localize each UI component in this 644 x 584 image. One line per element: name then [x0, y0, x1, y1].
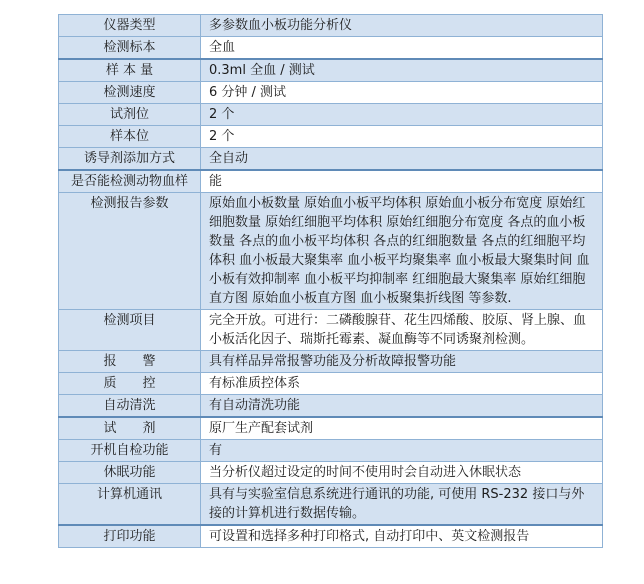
spec-label: 休眠功能 — [59, 462, 201, 484]
table-row — [59, 351, 603, 373]
spec-label: 报 警 — [59, 351, 201, 373]
spec-label: 质 控 — [59, 373, 201, 395]
table-row — [59, 440, 603, 462]
spec-value: 多参数血小板功能分析仪 — [201, 15, 603, 37]
table-row — [59, 82, 603, 104]
table-row — [59, 126, 603, 148]
table-row — [59, 37, 603, 60]
spec-table-body — [59, 15, 603, 548]
spec-value: 有标准质控体系 — [201, 373, 603, 395]
spec-label: 试剂位 — [59, 104, 201, 126]
spec-label: 检测报告参数 — [59, 193, 201, 310]
spec-label: 打印功能 — [59, 525, 201, 548]
spec-value: 0.3ml 全血 / 测试 — [201, 59, 603, 82]
table-row — [59, 484, 603, 526]
table-row — [59, 148, 603, 171]
spec-value: 原厂生产配套试剂 — [201, 417, 603, 440]
table-row — [59, 373, 603, 395]
spec-label: 是否能检测动物血样 — [59, 170, 201, 193]
spec-table — [58, 14, 603, 548]
spec-value: 全自动 — [201, 148, 603, 171]
table-row — [59, 59, 603, 82]
spec-label: 检测项目 — [59, 310, 201, 351]
spec-value: 可设置和选择多种打印格式, 自动打印中、英文检测报告 — [201, 525, 603, 548]
table-row — [59, 395, 603, 418]
spec-label: 计算机通讯 — [59, 484, 201, 526]
spec-value: 2 个 — [201, 104, 603, 126]
spec-label: 试 剂 — [59, 417, 201, 440]
table-row — [59, 15, 603, 37]
spec-label: 样本位 — [59, 126, 201, 148]
table-row — [59, 170, 603, 193]
spec-value: 有 — [201, 440, 603, 462]
spec-label: 自动清洗 — [59, 395, 201, 418]
spec-value: 有自动清洗功能 — [201, 395, 603, 418]
spec-value: 原始血小板数量 原始血小板平均体积 原始血小板分布宽度 原始红细胞数量 原始红细胞平均体积 原始红细胞分布宽度 各点的血小板数量 各点的血小板平均体积 各点的红细胞数量 各点的红细胞平均体积 血小板最大聚集率 血小板平均聚集率 血小板最大聚集时间 血小板有效抑制率 血小板平均抑制率 红细胞最大聚集率 原始红细胞直方图 原始血小板直方图 血小板聚集折线图 等参数. — [201, 193, 603, 310]
spec-value: 全血 — [201, 37, 603, 60]
spec-value: 6 分钟 / 测试 — [201, 82, 603, 104]
spec-value: 2 个 — [201, 126, 603, 148]
spec-label: 检测标本 — [59, 37, 201, 60]
spec-value: 完全开放。可进行：二磷酸腺苷、花生四烯酸、胶原、肾上腺、血小板活化因子、瑞斯托霉素、凝血酶等不同诱聚剂检测。 — [201, 310, 603, 351]
spec-value: 具有与实验室信息系统进行通讯的功能, 可使用 RS-232 接口与外接的计算机进行数据传输。 — [201, 484, 603, 526]
spec-label: 开机自检功能 — [59, 440, 201, 462]
table-row — [59, 462, 603, 484]
spec-label: 仪器类型 — [59, 15, 201, 37]
spec-label: 样 本 量 — [59, 59, 201, 82]
table-row — [59, 417, 603, 440]
table-row — [59, 310, 603, 351]
spec-value: 当分析仪超过设定的时间不使用时会自动进入休眠状态 — [201, 462, 603, 484]
spec-label: 诱导剂添加方式 — [59, 148, 201, 171]
table-row — [59, 193, 603, 310]
spec-value: 具有样品异常报警功能及分析故障报警功能 — [201, 351, 603, 373]
spec-value: 能 — [201, 170, 603, 193]
table-row — [59, 525, 603, 548]
spec-label: 检测速度 — [59, 82, 201, 104]
table-row — [59, 104, 603, 126]
